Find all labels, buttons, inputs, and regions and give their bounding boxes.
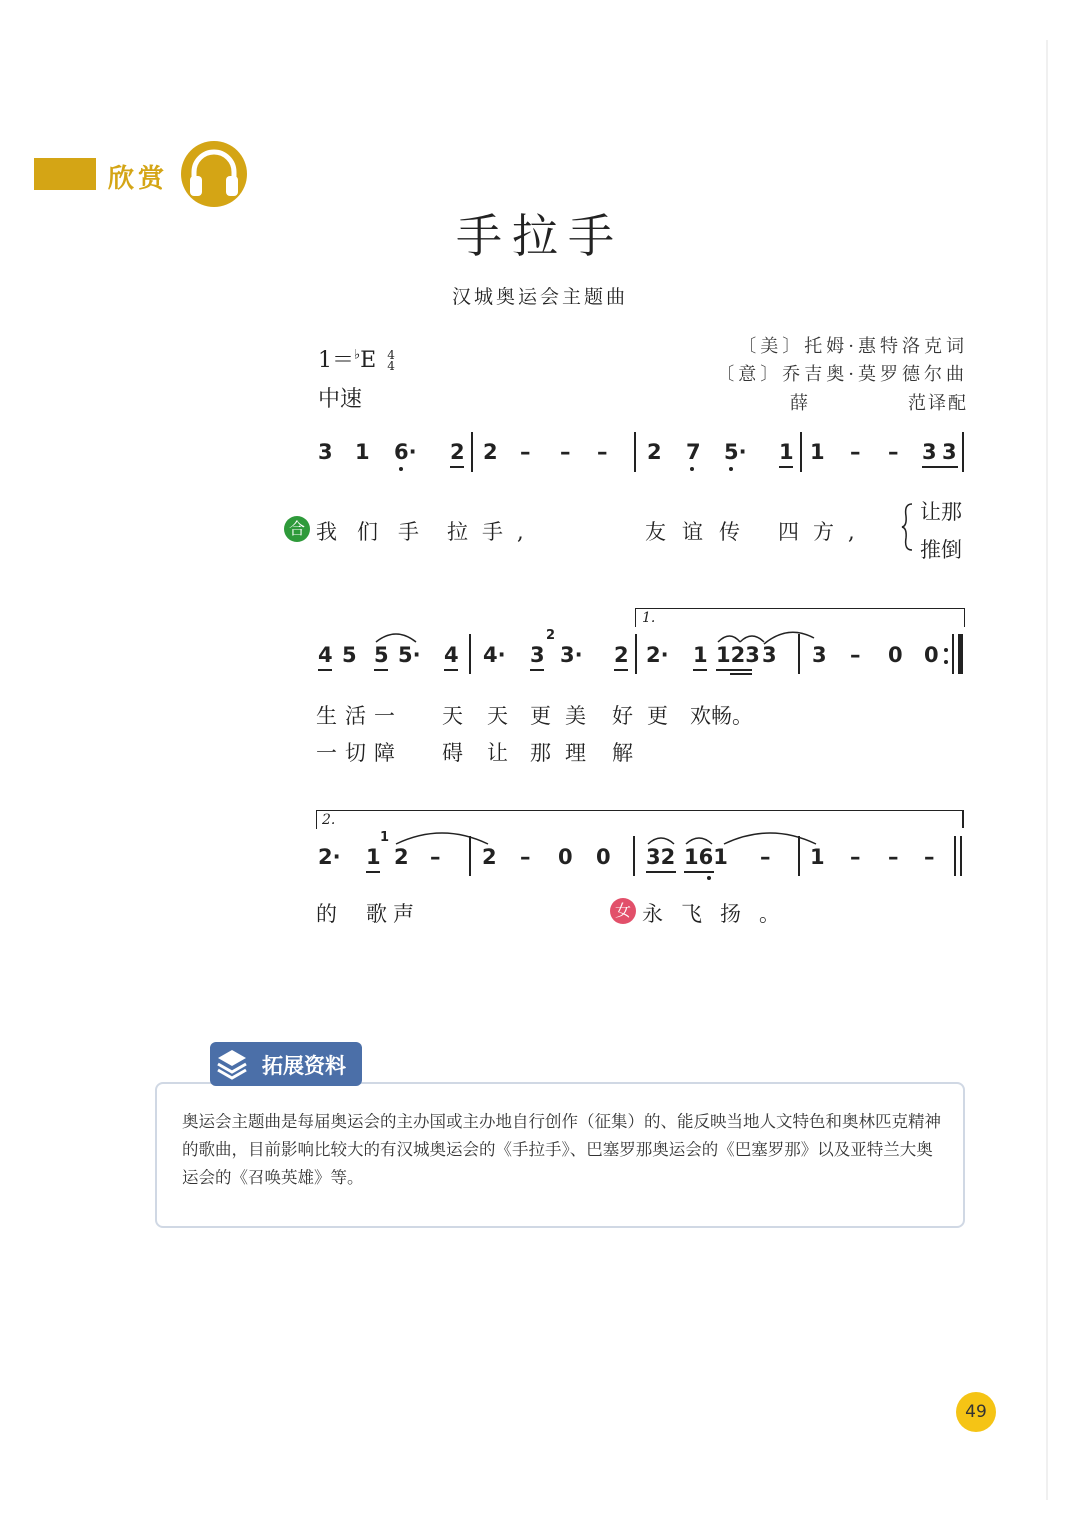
note: 2· bbox=[318, 845, 341, 869]
lyric: 一切障 bbox=[316, 741, 403, 765]
tempo-marking: 中速 bbox=[318, 387, 363, 412]
lyric: 永飞扬。 bbox=[642, 902, 798, 926]
lyric: 友谊传 bbox=[645, 520, 756, 544]
note: 2 bbox=[482, 845, 497, 869]
song-subtitle: 汉城奥运会主题曲 bbox=[451, 286, 628, 308]
note: 3 bbox=[318, 440, 333, 464]
lyric: 欢畅。 bbox=[690, 704, 753, 728]
note: 2 bbox=[483, 440, 498, 464]
note: 32 bbox=[646, 845, 676, 869]
note: – bbox=[888, 845, 899, 869]
note: 2 bbox=[614, 643, 629, 667]
note: 1 bbox=[779, 440, 794, 464]
lyric: 那理 bbox=[530, 741, 600, 765]
note: 1 bbox=[693, 643, 708, 667]
note: 3 bbox=[812, 643, 827, 667]
note: 3 bbox=[942, 440, 957, 464]
lyric: 生活一 bbox=[316, 704, 403, 728]
song-title: 手拉手 bbox=[456, 209, 624, 263]
volta-number: 2. bbox=[322, 812, 336, 828]
note: 2 bbox=[647, 440, 662, 464]
note: 161 bbox=[684, 845, 728, 869]
note: 6· bbox=[394, 440, 417, 464]
composer-credit: 〔意〕乔吉奥·莫罗德尔曲 bbox=[716, 364, 968, 385]
note: 0 bbox=[924, 643, 939, 667]
note: – bbox=[888, 440, 899, 464]
note: 2 bbox=[450, 440, 465, 464]
grace-note: 2 bbox=[546, 628, 556, 643]
page-number: 49 bbox=[956, 1392, 996, 1432]
note: 4 bbox=[444, 643, 459, 667]
chorus-badge: 合 bbox=[284, 516, 310, 542]
brace bbox=[900, 502, 914, 552]
note: 1 bbox=[810, 440, 825, 464]
note: – bbox=[760, 845, 771, 869]
note: 5 bbox=[342, 643, 357, 667]
note: – bbox=[850, 643, 861, 667]
note: 0 bbox=[888, 643, 903, 667]
note: 3 bbox=[922, 440, 937, 464]
note: 2 bbox=[394, 845, 409, 869]
note: 5· bbox=[724, 440, 747, 464]
extension-label: 拓展资料 bbox=[262, 1054, 346, 1078]
note: 4 bbox=[318, 643, 333, 667]
lyric: 好更 bbox=[612, 704, 682, 728]
note: 4· bbox=[483, 643, 506, 667]
female-badge: 女 bbox=[610, 898, 636, 924]
note: – bbox=[597, 440, 608, 464]
layers-icon bbox=[212, 1042, 252, 1086]
note: 3 bbox=[762, 643, 777, 667]
grace-note: 1 bbox=[380, 830, 390, 845]
note: 2· bbox=[646, 643, 669, 667]
lyric-alt: 推倒 bbox=[920, 538, 962, 562]
note: 1 bbox=[810, 845, 825, 869]
lyric: 的 bbox=[316, 902, 337, 926]
note: 5· bbox=[398, 643, 421, 667]
lyric: 天天 bbox=[442, 704, 532, 728]
lyric: 更美 bbox=[530, 704, 600, 728]
note: 3 bbox=[530, 643, 545, 667]
note: 123 bbox=[716, 643, 760, 667]
volta-number: 1. bbox=[642, 610, 656, 626]
lyric: 拉手, bbox=[447, 520, 538, 544]
note: 1 bbox=[366, 845, 381, 869]
lyric-alt: 让那 bbox=[920, 500, 962, 524]
lyric: 我们手 bbox=[316, 520, 439, 544]
note: – bbox=[560, 440, 571, 464]
note: 1 bbox=[355, 440, 370, 464]
lyricist-credit: 〔美〕托姆·惠特洛克词 bbox=[738, 336, 968, 357]
note: 3· bbox=[560, 643, 583, 667]
note: 0 bbox=[558, 845, 573, 869]
note: 7 bbox=[686, 440, 701, 464]
lyric: 歌声 bbox=[366, 902, 420, 926]
note: – bbox=[850, 845, 861, 869]
extension-text: 奥运会主题曲是每届奥运会的主办国或主办地自行创作（征集）的、能反映当地人文特色和奥林匹克精神的歌曲，目前影响比较大的有汉城奥运会的《手拉手》、巴塞罗那奥运会的《巴塞罗那》以及亚特兰大奥运会的《召唤英雄》等。 bbox=[182, 1112, 941, 1187]
note: – bbox=[924, 845, 935, 869]
note: – bbox=[520, 440, 531, 464]
note: – bbox=[520, 845, 531, 869]
section-bar bbox=[34, 158, 96, 190]
note: 0 bbox=[596, 845, 611, 869]
note: – bbox=[430, 845, 441, 869]
time-signature: 4 4 bbox=[387, 348, 395, 373]
key-signature: 1＝♭E 4 4 bbox=[318, 347, 395, 373]
lyric: 解 bbox=[612, 741, 633, 765]
section-title: 欣赏 bbox=[108, 164, 169, 194]
translator-credit: 薛 bbox=[790, 393, 812, 414]
lyric: 碍让 bbox=[442, 741, 532, 765]
translator-credit-2: 范译配 bbox=[908, 393, 968, 414]
lyric: 四方, bbox=[778, 520, 869, 544]
note: – bbox=[850, 440, 861, 464]
note: 5 bbox=[374, 643, 389, 667]
